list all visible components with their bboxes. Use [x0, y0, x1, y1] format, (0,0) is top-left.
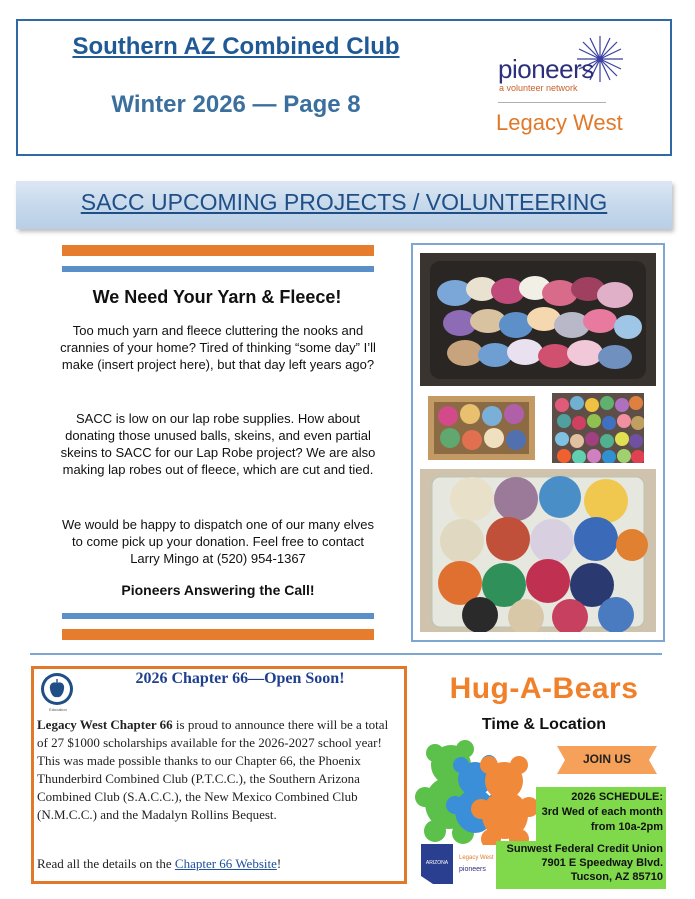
apple-caption: Education: [49, 707, 67, 712]
yarn-paragraph-3: We would be happy to dispatch one of our many elves to come pick up your donation. Feel free to contact Larry Mingo at (520) 954-1367: [62, 517, 374, 566]
schedule-line-2: 3rd Wed of each month: [541, 806, 663, 818]
hug-a-bears-title: Hug-A-Bears: [449, 672, 639, 705]
issue-title: Winter 2026 — Page 8: [111, 91, 361, 118]
yarn-box-photo: [420, 469, 656, 632]
scholarship-lead: Legacy West Chapter 66: [37, 717, 173, 732]
section-banner-title: SACC UPCOMING PROJECTS / VOLUNTEERING: [80, 189, 608, 215]
chapter-66-website-link[interactable]: Chapter 66 Website: [174, 856, 277, 871]
arizona-map-icon: [419, 842, 455, 886]
mini-pioneers-logo: pioneers: [459, 866, 486, 873]
schedule-line-3: from 10a-2pm: [590, 821, 663, 833]
hug-a-bears-subtitle: Time & Location: [481, 716, 607, 733]
blue-rule-bottom: [62, 613, 374, 619]
arizona-label: ARIZONA: [425, 860, 449, 866]
yarn-pile-photo: [552, 393, 644, 463]
yarn-paragraph-2: SACC is low on our lap robe supplies. How about donating those unused balls, skeins, and even partial skeins to SACC for our Lap Robe project? We are also making lap robes out of fleece, which are cut and tied.: [60, 411, 376, 477]
location-line-3: Tucson, AZ 85710: [570, 871, 663, 883]
yarn-paragraph-1: Too much yarn and fleece cluttering the nooks and crannies of your home? Tired of thinking “some day” I’ll make (insert project here), but that day left years ago?: [60, 323, 376, 372]
location-line-2: 7901 E Speedway Blvd.: [541, 857, 663, 869]
scholarship-read-more: [37, 856, 401, 872]
read-prefix: Read all the details on the: [37, 856, 175, 871]
apple-education-icon: [40, 672, 74, 706]
blue-rule-top: [62, 266, 374, 272]
section-divider: [30, 653, 662, 655]
yarn-article-title: We Need Your Yarn & Fleece!: [92, 287, 342, 307]
teddy-bears-icon: [413, 735, 553, 845]
read-suffix: !: [276, 856, 282, 871]
orange-rule-bottom: [62, 629, 374, 640]
legacy-west-logo-text: Legacy West: [496, 110, 623, 135]
orange-rule-top: [62, 245, 374, 256]
club-title[interactable]: Southern AZ Combined Club: [72, 33, 400, 60]
scholarship-text: is proud to announce there will be a total of 27 $1000 scholarships available for the 2026-2027 school year! This was made possible thanks to our Chapter 66, the Phoenix Thunderbird Combined Club (P.T.C.C.), the Southern Arizona Combined Club (S.A.C.C.), the New Mexico Combined Club (N.M.C.C.) and the Madalyn Rollins Bequest.: [37, 717, 389, 822]
pioneers-tagline: a volunteer network: [499, 83, 578, 93]
pioneers-logo-text: pioneers: [498, 54, 594, 84]
yarn-closing-line: Pioneers Answering the Call!: [121, 582, 315, 598]
logo-divider: [498, 102, 606, 103]
yarn-basket-photo: [428, 396, 535, 460]
location-line-1: Sunwest Federal Credit Union: [506, 843, 663, 855]
schedule-line-1: 2026 SCHEDULE:: [571, 791, 663, 803]
join-us-label: JOIN US: [582, 752, 631, 766]
scholarship-title: 2026 Chapter 66—Open Soon!: [135, 670, 345, 687]
yarn-bin-photo: [420, 253, 656, 386]
scholarship-body: [37, 716, 401, 824]
mini-legacy-west-logo: Legacy West: [459, 855, 494, 861]
